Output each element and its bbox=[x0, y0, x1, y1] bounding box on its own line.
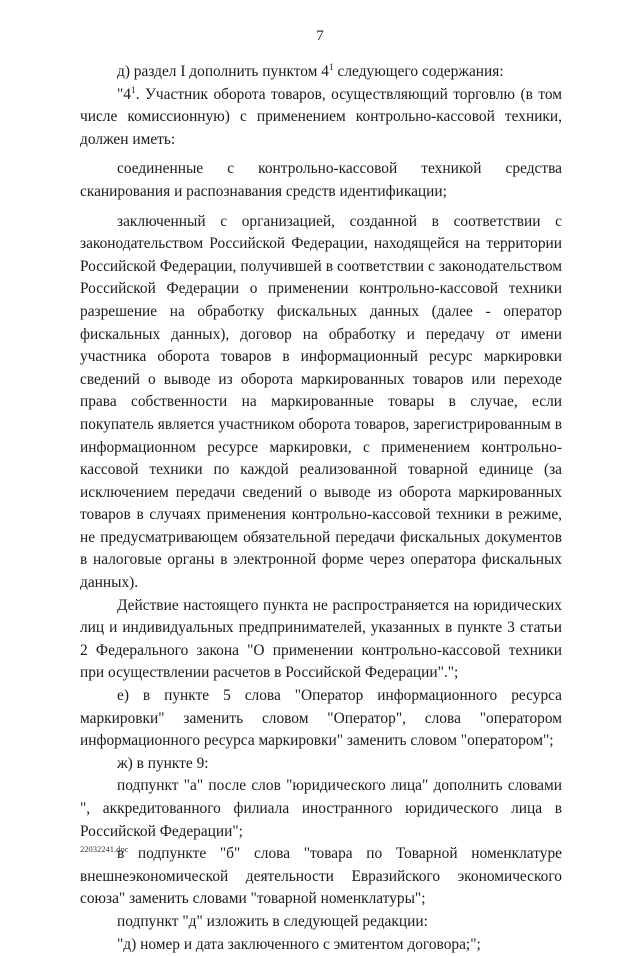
paragraph-subitem-a: подпункт "а" после слов "юридического лица" дополнить словами ", аккредитованного филиала иностранного юридического лица в Российской Федерации"; bbox=[80, 777, 562, 840]
paragraph-item-zh: ж) в пункте 9: bbox=[117, 754, 209, 772]
paragraph-exemption: Действие настоящего пункта не распространяется на юридических лиц и индивидуальных предпринимателей, указанных в пункте 3 статьи 2 Федерального закона "О применении контрольно-кассовой техники при осуществлении расчетов в Российской Федерации"."; bbox=[80, 596, 562, 682]
paragraph-subitem-d: подпункт "д" изложить в следующей редакции: bbox=[117, 912, 428, 930]
paragraph-fiscal-operator-contract: заключенный с организацией, созданной в соответствии с законодательством Российской Федерации, находящейся на территории Российской Федерации, получившей в соответствии с законодательством Российской Федерации о применении контрольно-кассовой техники разрешение на обработку фискальных данных (далее - оператор фискальных данных), договор на обработку и передачу от имени участника оборота товаров в информационный ресурс маркировки сведений о выводе из оборота маркированных товаров или переходе права собственности на маркированные товары в случае, если покупатель является участником оборота товаров, зарегистрированным в информационном ресурсе маркировки, с применением контрольно-кассовой техники по каждой реализованной товарной единице (за исключением передачи сведений о выводе из оборота маркированных товаров в случаях применения контрольно-кассовой техники в режиме, не предусматривающем обязательной передачи фискальных документов в налоговые органы в электронной форме через оператора фискальных данных). bbox=[80, 212, 562, 592]
paragraph-item-4-1: "$4^1$. Участник оборота товаров, осуществляющий торговлю (в том числе комиссионную) с применением контрольно-кассовой техники, должен иметь: bbox=[80, 85, 562, 148]
paragraph-item-e: е) в пункте 5 слова "Оператор информационного ресурса маркировки" заменить словом "Оператор", слова "оператором информационного ресурса маркировки" заменить словом "оператором"; bbox=[80, 687, 562, 750]
page-number: 7 bbox=[316, 28, 324, 44]
footer-file-code: 22032241.doc bbox=[80, 844, 129, 854]
paragraph-subitem-b: в подпункте "б" слова "товара по Товарной номенклатуре внешнеэкономической деятельности Евразийского экономического союза" заменить словами "товарной номенклатуры"; bbox=[80, 845, 562, 908]
document-body bbox=[80, 61, 562, 956]
paragraph-scanning-means: соединенные с контрольно-кассовой техникой средства сканирования и распознавания средств идентификации; bbox=[80, 160, 562, 200]
paragraph-section-d: д) раздел I дополнить пунктом $4^1$ следующего содержания: bbox=[117, 63, 504, 80]
paragraph-subitem-d-text: "д) номер и дата заключенного с эмитентом договора;"; bbox=[117, 935, 481, 953]
